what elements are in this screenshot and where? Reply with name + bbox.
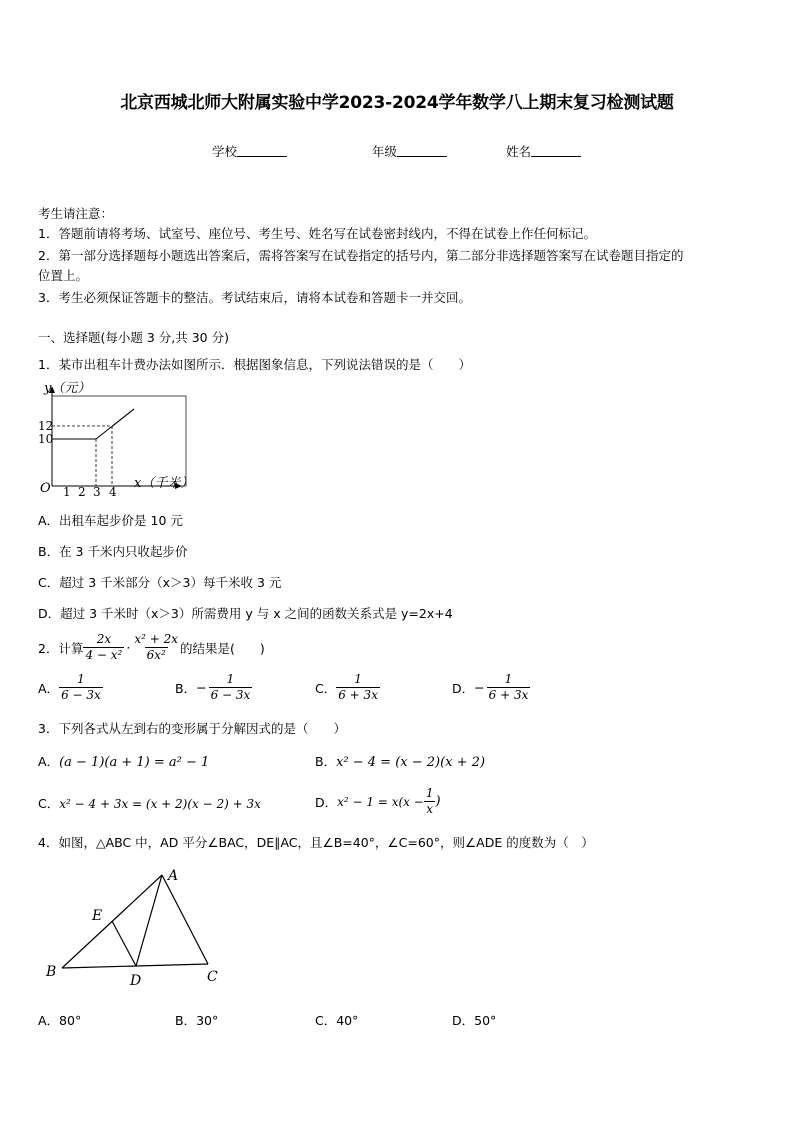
y-tick-10: 10	[38, 432, 54, 446]
q3-c-expr: x² − 4 + 3x = (x + 2)(x − 2) + 3x	[59, 797, 261, 811]
side-ac	[162, 875, 208, 964]
q2-option-c[interactable]	[315, 672, 380, 703]
q2-a-num: 1	[77, 672, 85, 686]
name-blank[interactable]	[531, 144, 581, 157]
q2-prefix: 2．计算	[38, 640, 84, 656]
q3-b-letter: B．	[315, 754, 337, 769]
q2-f2-den: 6x²	[146, 648, 166, 662]
notice-heading: 考生请注意：	[38, 206, 114, 221]
q2-c-den: 6 + 3x	[338, 688, 378, 702]
q2-stem	[38, 632, 265, 663]
label-c: C	[207, 969, 218, 985]
q3-d-letter: D．	[315, 794, 338, 810]
y-axis-label: y（元）	[44, 381, 91, 396]
q2-fraction-1	[83, 632, 124, 663]
segment-de	[112, 921, 136, 966]
q3-a-letter: A．	[38, 754, 60, 769]
q4-option-c[interactable]: C．40°	[315, 1013, 359, 1028]
grade-label: 年级	[372, 144, 398, 159]
q3-option-d[interactable]	[315, 786, 441, 817]
q3-b-expr: x² − 4 = (x − 2)(x + 2)	[336, 755, 486, 770]
notice-item-3: 3．考生必须保证答题卡的整洁。考试结束后，请将本试卷和答题卡一并交回。	[38, 290, 471, 305]
q2-b-fraction	[209, 672, 253, 703]
q2-option-a[interactable]	[38, 672, 103, 703]
grade-blank[interactable]	[397, 144, 447, 157]
q4-option-d[interactable]: D．50°	[452, 1013, 497, 1028]
q2-d-letter: D．	[452, 680, 475, 696]
q2-a-den: 6 − 3x	[61, 688, 101, 702]
q2-b-sign: −	[196, 680, 207, 695]
q2-a-letter: A．	[38, 680, 60, 696]
school-field	[212, 142, 287, 160]
q3-d-fraction	[424, 786, 436, 817]
q2-c-fraction	[336, 672, 380, 703]
q3-d-num: 1	[425, 786, 434, 800]
q2-d-sign: −	[474, 680, 485, 695]
q2-fraction-2	[132, 632, 180, 663]
q1-graph	[30, 378, 200, 500]
q2-f1-num: 2x	[96, 632, 112, 646]
q4-stem: 4．如图，△ABC 中，AD 平分∠BAC，DE∥AC，且∠B=40°，∠C=60°，则∠ADE 的度数为（ ）	[38, 835, 594, 850]
notice-item-2-cont: 位置上。	[38, 268, 89, 283]
notice-item-1: 1．答题前请将考场、试室号、座位号、考生号、姓名写在试卷密封线内，不得在试卷上作任何标记。	[38, 226, 596, 241]
q3-c-letter: C．	[38, 796, 60, 811]
q2-d-num: 1	[504, 672, 513, 686]
x-tick-2: 2	[78, 485, 86, 499]
label-d: D	[130, 973, 142, 989]
name-field	[506, 142, 581, 160]
page-title: 北京西城北师大附属实验中学2023-2024学年数学八上期末复习检测试题	[120, 93, 674, 113]
q1-option-c[interactable]: C．超过 3 千米部分（x＞3）每千米收 3 元	[38, 575, 282, 590]
q2-a-fraction	[59, 672, 103, 703]
q2-suffix: 的结果是( )	[180, 640, 265, 656]
q3-option-c[interactable]	[38, 794, 261, 812]
q4-option-b[interactable]: B．30°	[175, 1013, 219, 1028]
q4-option-a[interactable]: A．80°	[38, 1013, 82, 1028]
q2-f2-num: x² + 2x	[134, 632, 179, 646]
q2-f1-den: 4 − x²	[85, 648, 123, 662]
grade-field	[372, 142, 447, 160]
name-label: 姓名	[506, 144, 532, 159]
q1-stem: 1．某市出租车计费办法如图所示．根据图象信息，下列说法错误的是（ ）	[38, 357, 471, 372]
x-tick-3: 3	[93, 485, 101, 499]
label-e: E	[92, 908, 103, 924]
q2-option-b[interactable]	[175, 672, 252, 703]
x-tick-1: 1	[63, 485, 71, 499]
notice-item-2: 2．第一部分选择题每小题选出答案后，需将答案写在试卷指定的括号内，第二部分非选择题答案写在试卷题目指定的	[38, 248, 684, 263]
graph-frame	[52, 396, 186, 486]
q2-c-num: 1	[354, 672, 362, 686]
q3-d-expr-pre: x² − 1 = x(x −	[337, 794, 424, 809]
q1-option-d[interactable]: D．超过 3 千米时（x＞3）所需费用 y 与 x 之间的函数关系式是 y=2x+4	[38, 606, 453, 621]
q3-a-expr: (a − 1)(a + 1) = a² − 1	[59, 755, 210, 770]
y-tick-12: 12	[38, 419, 54, 433]
q2-c-letter: C．	[315, 680, 337, 696]
section-heading: 一、选择题(每小题 3 分,共 30 分)	[38, 330, 229, 345]
q3-d-den: x	[426, 802, 434, 816]
q3-d-expr-post: )	[435, 794, 441, 809]
origin-label: O	[40, 481, 51, 496]
q2-b-den: 6 − 3x	[210, 688, 251, 702]
q2-option-d[interactable]	[452, 672, 530, 703]
fare-line	[52, 409, 134, 439]
q2-d-den: 6 + 3x	[488, 688, 529, 702]
label-b: B	[46, 964, 57, 980]
school-blank[interactable]	[237, 144, 287, 157]
q4-triangle-figure	[40, 860, 240, 992]
segment-ad	[136, 875, 162, 966]
x-tick-4: 4	[109, 485, 117, 499]
x-axis-label: x（千米）	[134, 476, 194, 491]
q1-option-a[interactable]: A．出租车起步价是 10 元	[38, 513, 183, 528]
q2-dot: ·	[126, 640, 131, 655]
q2-d-fraction	[487, 672, 531, 703]
q2-b-num: 1	[226, 672, 235, 686]
q1-option-b[interactable]: B．在 3 千米内只收起步价	[38, 544, 188, 559]
label-a: A	[168, 868, 179, 884]
q3-option-a[interactable]	[38, 752, 209, 770]
q3-stem: 3．下列各式从左到右的变形属于分解因式的是（ ）	[38, 721, 346, 736]
school-label: 学校	[212, 144, 238, 159]
q2-b-letter: B．	[175, 680, 197, 696]
fare-line-ext	[112, 409, 134, 427]
q3-option-b[interactable]	[315, 752, 485, 770]
